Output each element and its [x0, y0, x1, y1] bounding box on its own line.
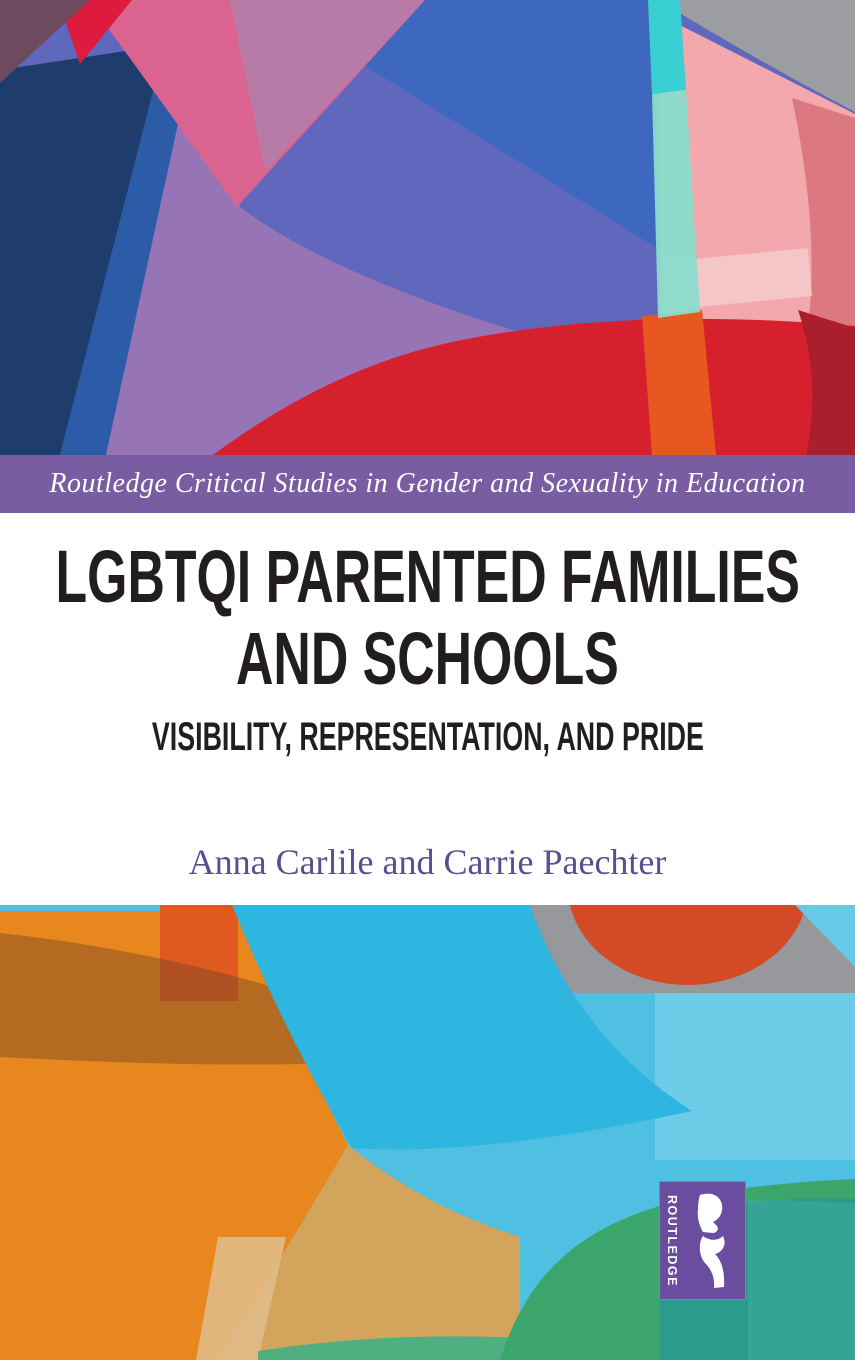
- top-artwork-shapes: [0, 0, 855, 455]
- top-artwork: [0, 0, 855, 455]
- series-banner: [0, 455, 855, 513]
- book-subtitle: [0, 714, 855, 760]
- book-title: [0, 536, 855, 700]
- authors: Anna Carlile and Carrie Paechter: [188, 842, 667, 882]
- book-title-line-1: LGBTQI PARENTED FAMILIES: [55, 535, 800, 618]
- book-subtitle-line: VISIBILITY, REPRESENTATION, AND PRIDE: [151, 715, 704, 759]
- routledge-logo: [659, 1181, 746, 1300]
- routledge-faces-icon: [690, 1193, 738, 1289]
- series-title: Routledge Critical Studies in Gender and Sexuality in Education: [49, 468, 806, 499]
- book-title-line-2: AND SCHOOLS: [236, 617, 619, 700]
- routledge-logo-text: ROUTLEDGE: [665, 1194, 679, 1287]
